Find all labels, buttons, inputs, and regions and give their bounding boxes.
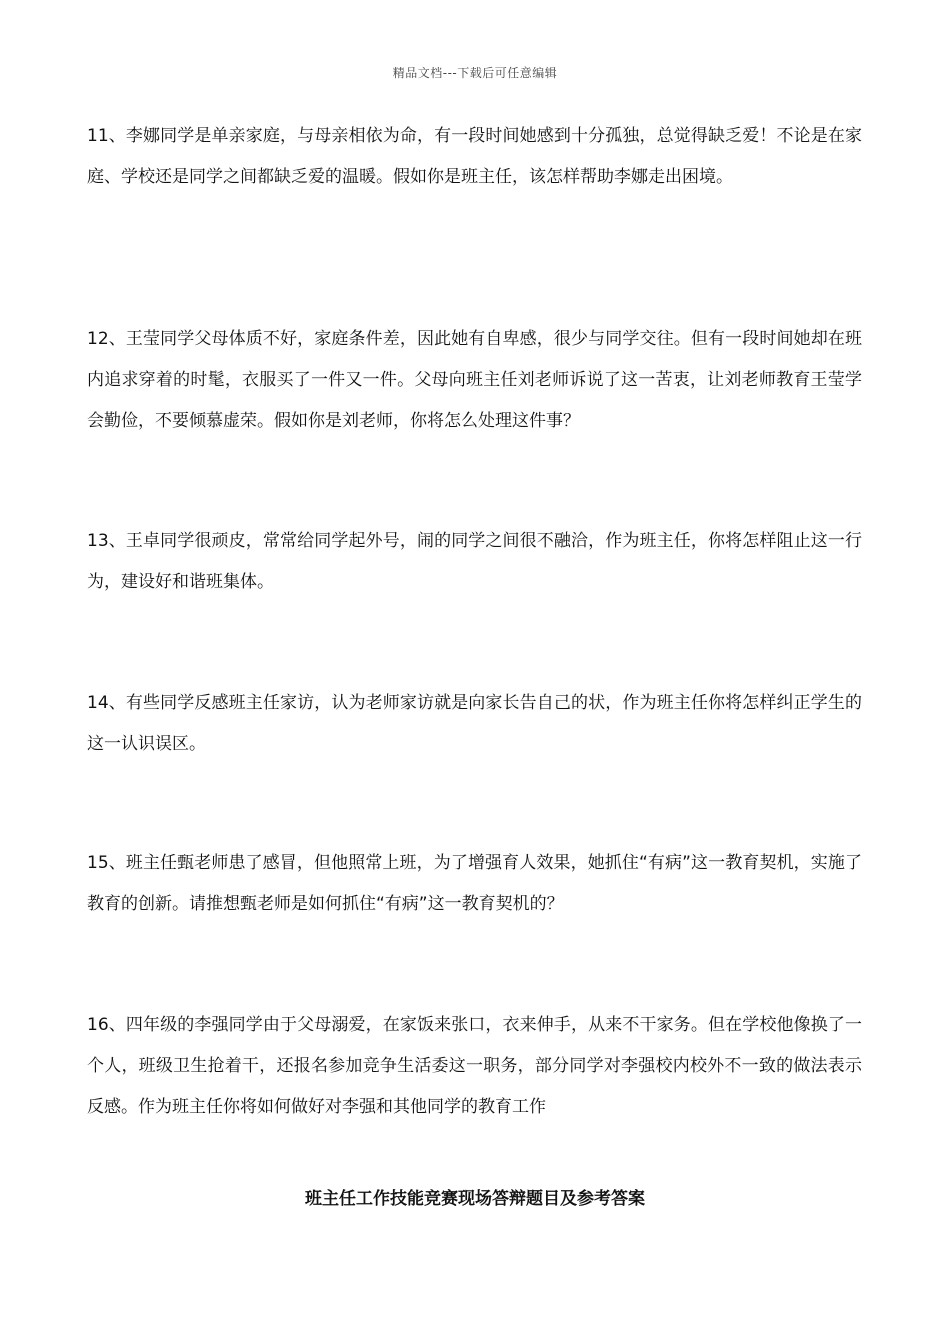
question-11: 11、李娜同学是单亲家庭，与母亲相依为命，有一段时间她感到十分孤独，总觉得缺乏爱！不论是在家庭、学校还是同学之间都缺乏爱的温暖。假如你是班主任，该怎样帮助李娜走出困境。 <box>87 126 862 187</box>
question-13: 13、王卓同学很顽皮，常常给同学起外号，闹的同学之间很不融洽，作为班主任，你将怎样阻止这一行为，建设好和谐班集体。 <box>87 531 862 592</box>
question-12: 12、王莹同学父母体质不好，家庭条件差，因此她有自卑感，很少与同学交往。但有一段时间她却在班内追求穿着的时髦，衣服买了一件又一件。父母向班主任刘老师诉说了这一苦衷，让刘老师教育王莹学会勤俭，不要倾慕虚荣。假如你是刘老师，你将怎么处理这件事？ <box>87 329 862 431</box>
question-16: 16、四年级的李强同学由于父母溺爱，在家饭来张口，衣来伸手，从来不干家务。但在学校他像换了一个人，班级卫生抢着干，还报名参加竞争生活委这一职务，部分同学对李强校内校外不一致的做法表示反感。作为班主任你将如何做好对李强和其他同学的教育工作 <box>87 1015 862 1117</box>
section-title: 班主任工作技能竞赛现场答辩题目及参考答案 <box>305 1189 645 1209</box>
page-header: 精品文档---下载后可任意编辑 <box>392 66 558 80</box>
question-15: 15、班主任甄老师患了感冒，但他照常上班，为了增强育人效果，她抓住“有病”这一教育契机，实施了教育的创新。请推想甄老师是如何抓住“有病”这一教育契机的？ <box>87 853 862 914</box>
question-14: 14、有些同学反感班主任家访，认为老师家访就是向家长告自己的状，作为班主任你将怎样纠正学生的这一认识误区。 <box>87 693 862 754</box>
